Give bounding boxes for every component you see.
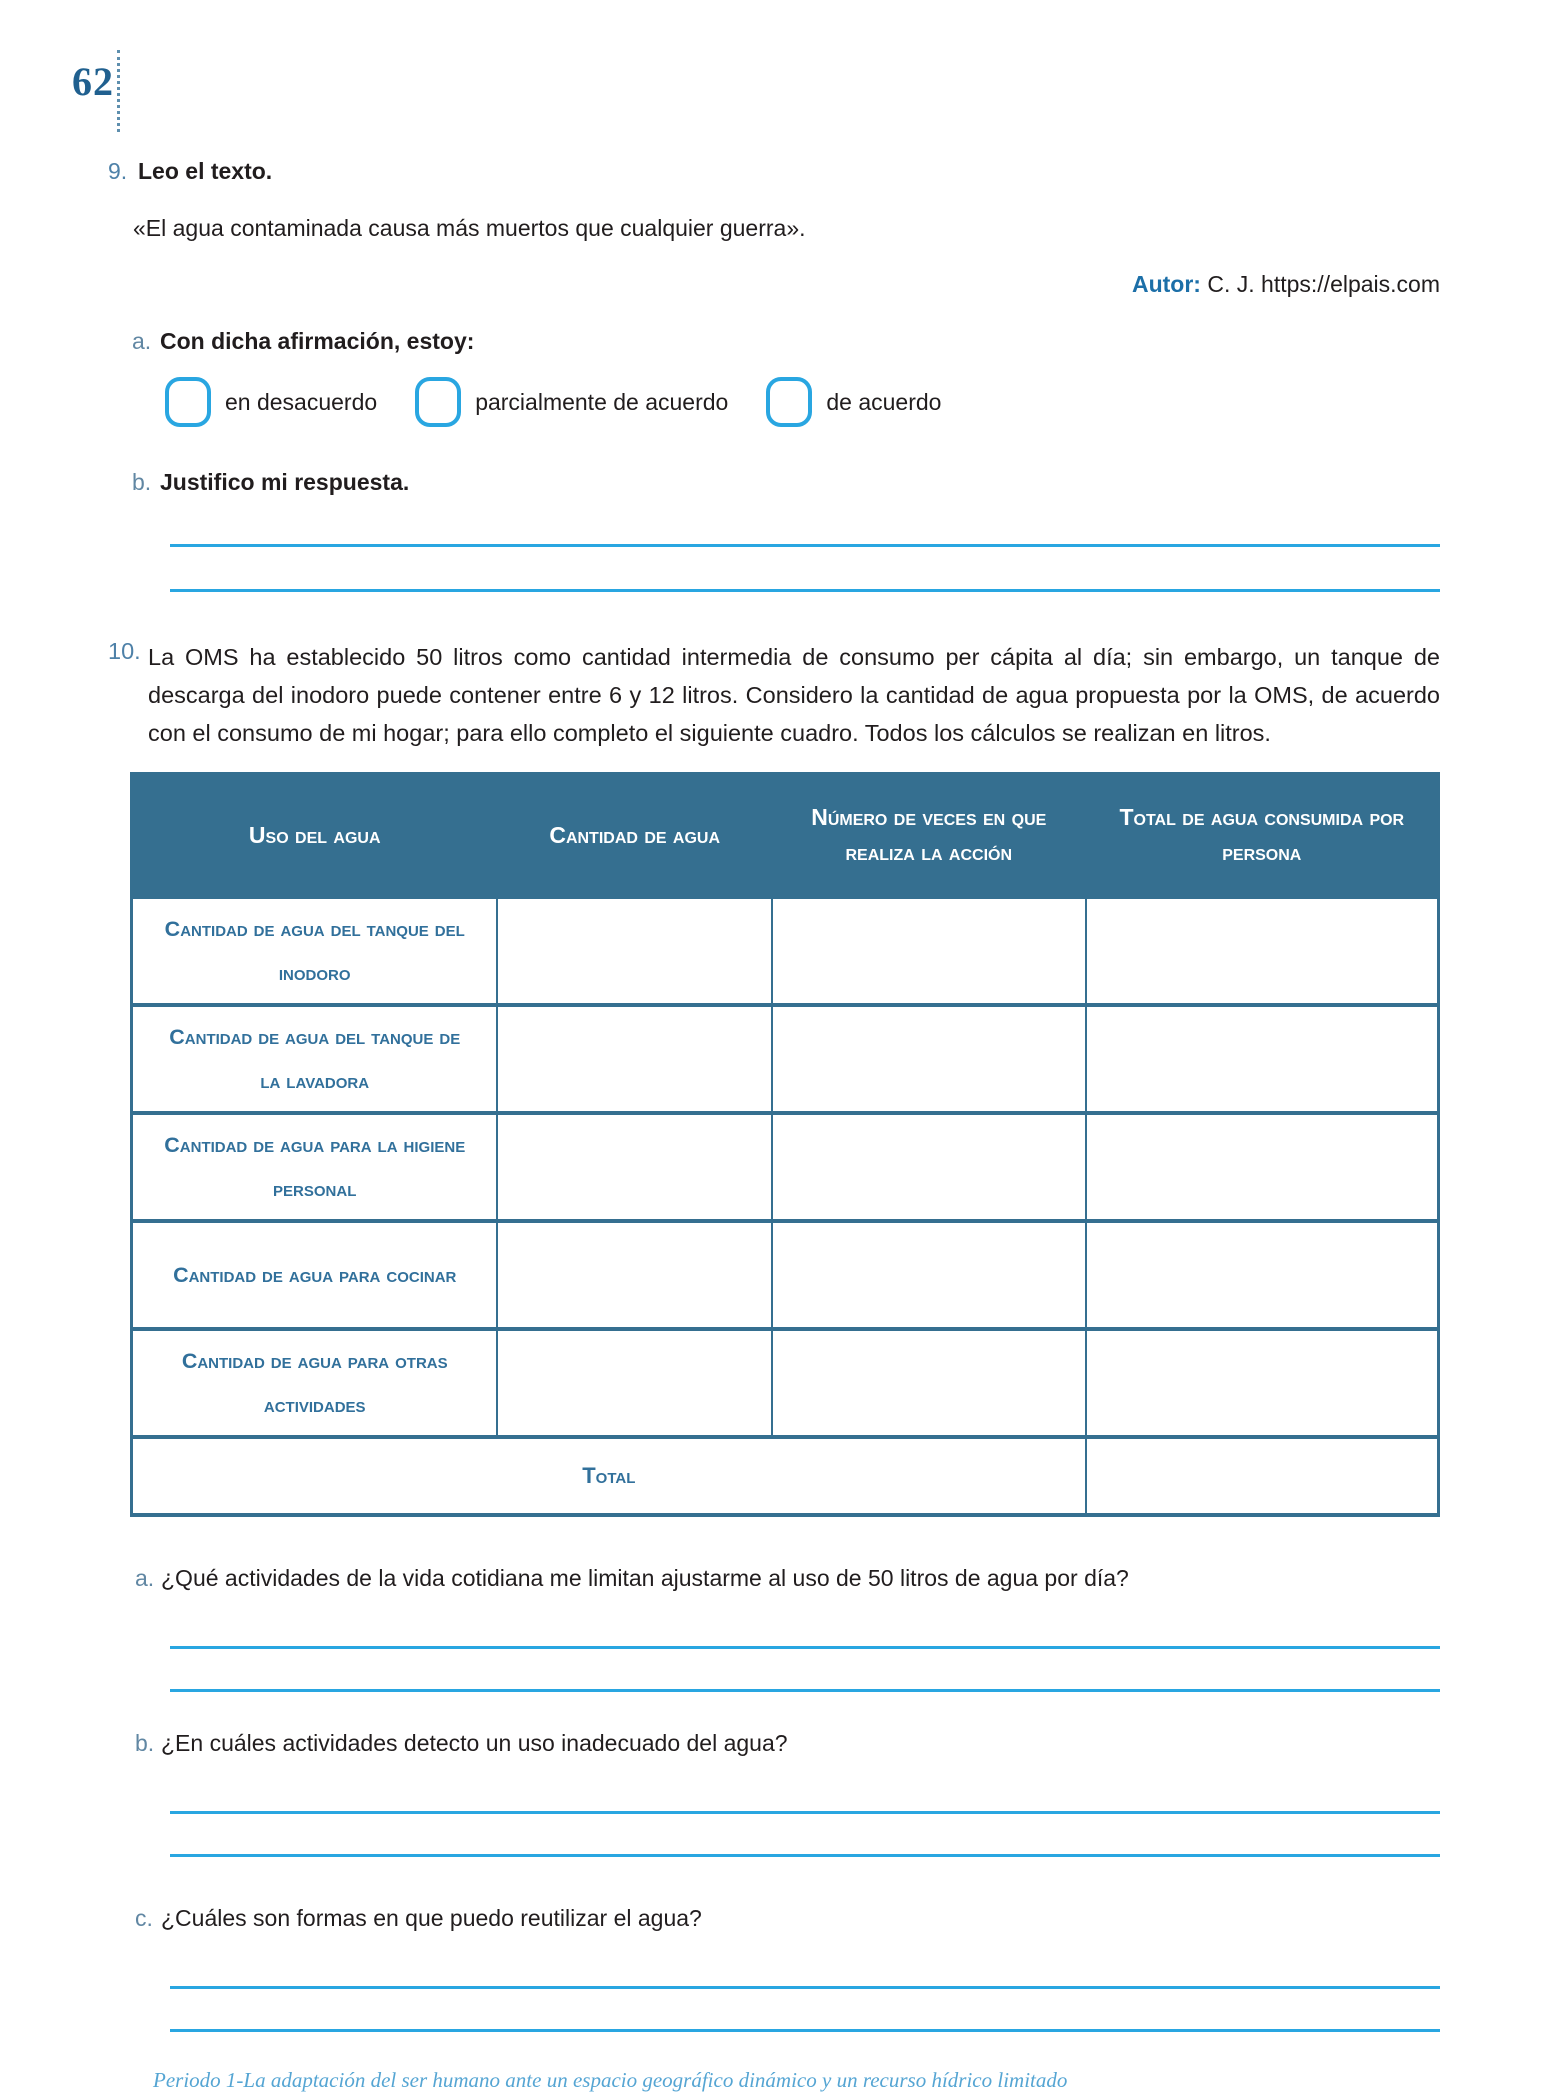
table-cell-input[interactable] (772, 897, 1086, 1005)
table-cell-input[interactable] (1086, 1113, 1439, 1221)
question-c-text: ¿Cuáles son formas en que puedo reutilizar el agua? (161, 1905, 702, 1931)
table-row (132, 897, 1439, 1005)
header-uso-del-agua: Uso del agua (132, 774, 498, 898)
total-label: Total (132, 1437, 1086, 1515)
question-b-letter: b. (135, 1730, 155, 1756)
table-row (132, 1005, 1439, 1113)
item-9a-text: Con dicha afirmación, estoy: (160, 328, 475, 354)
answer-line[interactable] (170, 1989, 1440, 2032)
checkbox-de-acuerdo[interactable] (766, 377, 812, 427)
header-cantidad-de-agua: Cantidad de agua (497, 774, 771, 898)
author-line (108, 271, 1440, 298)
item-9b-heading (132, 469, 1440, 496)
item-10-paragraph (108, 638, 1440, 752)
water-usage-table (130, 772, 1440, 1517)
table-cell-input[interactable] (497, 1113, 771, 1221)
table-cell-input[interactable] (772, 1113, 1086, 1221)
question-b (135, 1730, 1440, 1757)
page-footer: Periodo 1-La adaptación del ser humano ante un espacio geográfico dinámico y un recurso hídrico limitado (153, 2068, 1068, 2092)
answer-line[interactable] (170, 1814, 1440, 1857)
answer-line[interactable] (170, 1932, 1440, 1989)
answer-line[interactable] (170, 1649, 1440, 1692)
question-b-text: ¿En cuáles actividades detecto un uso inadecuado del agua? (161, 1730, 788, 1756)
row-label-higiene: Cantidad de agua para la higiene personal (132, 1113, 498, 1221)
table-cell-input[interactable] (497, 1329, 771, 1437)
item-9-title: Leo el texto. (138, 158, 273, 184)
quote-text: «El agua contaminada causa más muertos que cualquier guerra». (133, 215, 806, 241)
question-a-letter: a. (135, 1565, 155, 1591)
item-10-number: 10. (108, 638, 141, 664)
option-parcialmente-de-acuerdo (415, 377, 728, 427)
question-a-text: ¿Qué actividades de la vida cotidiana me limitan ajustarme al uso de 50 litros de agua por día? (161, 1565, 1129, 1591)
item-10-text: La OMS ha establecido 50 litros como cantidad intermedia de consumo per cápita al día; sin embargo, un tanque de descarga del inodoro puede contener entre 6 y 12 litros. Considero la cantidad de agua propuesta por la OMS, de acuerdo con el consumo de mi hogar; para ello completo el siguiente cuadro. Todos los cálculos se realizan en litros. (148, 644, 1440, 746)
author-value: C. J. https://elpais.com (1207, 271, 1440, 297)
row-label-cocinar: Cantidad de agua para cocinar (132, 1221, 498, 1329)
item-9-heading (108, 158, 1440, 185)
item-9a-letter: a. (132, 328, 152, 354)
checkbox-parcialmente-de-acuerdo[interactable] (415, 377, 461, 427)
table-total-row (132, 1437, 1439, 1515)
option-label: parcialmente de acuerdo (475, 388, 729, 415)
row-label-inodoro: Cantidad de agua del tanque del inodoro (132, 897, 498, 1005)
table-cell-input[interactable] (1086, 1437, 1439, 1515)
table-row (132, 1329, 1439, 1437)
table-cell-input[interactable] (497, 1221, 771, 1329)
questions-block (135, 1565, 1440, 2032)
agreement-options (165, 377, 1440, 427)
answer-line[interactable] (170, 496, 1440, 547)
table-cell-input[interactable] (772, 1329, 1086, 1437)
item-9b-letter: b. (132, 469, 152, 495)
table-cell-input[interactable] (497, 897, 771, 1005)
header-numero-de-veces: Número de veces en que realiza la acción (772, 774, 1086, 898)
item-9-number: 9. (108, 158, 128, 184)
option-en-desacuerdo (165, 377, 377, 427)
answer-line[interactable] (170, 547, 1440, 592)
table-header-row (132, 774, 1439, 898)
page-number: 62 (72, 59, 114, 104)
table-cell-input[interactable] (772, 1005, 1086, 1113)
answer-line[interactable] (170, 1757, 1440, 1814)
table-row (132, 1221, 1439, 1329)
row-label-otras: Cantidad de agua para otras actividades (132, 1329, 498, 1437)
item-9b-text: Justifico mi respuesta. (160, 469, 410, 495)
header-total-consumida: Total de agua consumida por persona (1086, 774, 1439, 898)
checkbox-en-desacuerdo[interactable] (165, 377, 211, 427)
table-cell-input[interactable] (1086, 1329, 1439, 1437)
table-row (132, 1113, 1439, 1221)
author-label: Autor: (1131, 271, 1201, 297)
table-cell-input[interactable] (1086, 1005, 1439, 1113)
table-cell-input[interactable] (772, 1221, 1086, 1329)
table-cell-input[interactable] (1086, 897, 1439, 1005)
question-a (135, 1565, 1440, 1592)
option-label: de acuerdo (826, 388, 942, 415)
option-label: en desacuerdo (225, 388, 378, 415)
table-cell-input[interactable] (1086, 1221, 1439, 1329)
table-cell-input[interactable] (497, 1005, 771, 1113)
option-de-acuerdo (766, 377, 941, 427)
item-9a-heading (132, 328, 1440, 355)
row-label-lavadora: Cantidad de agua del tanque de la lavadora (132, 1005, 498, 1113)
question-c-letter: c. (135, 1905, 153, 1931)
answer-line[interactable] (170, 1592, 1440, 1649)
page-content (108, 0, 1440, 2093)
question-c (135, 1905, 1440, 1932)
